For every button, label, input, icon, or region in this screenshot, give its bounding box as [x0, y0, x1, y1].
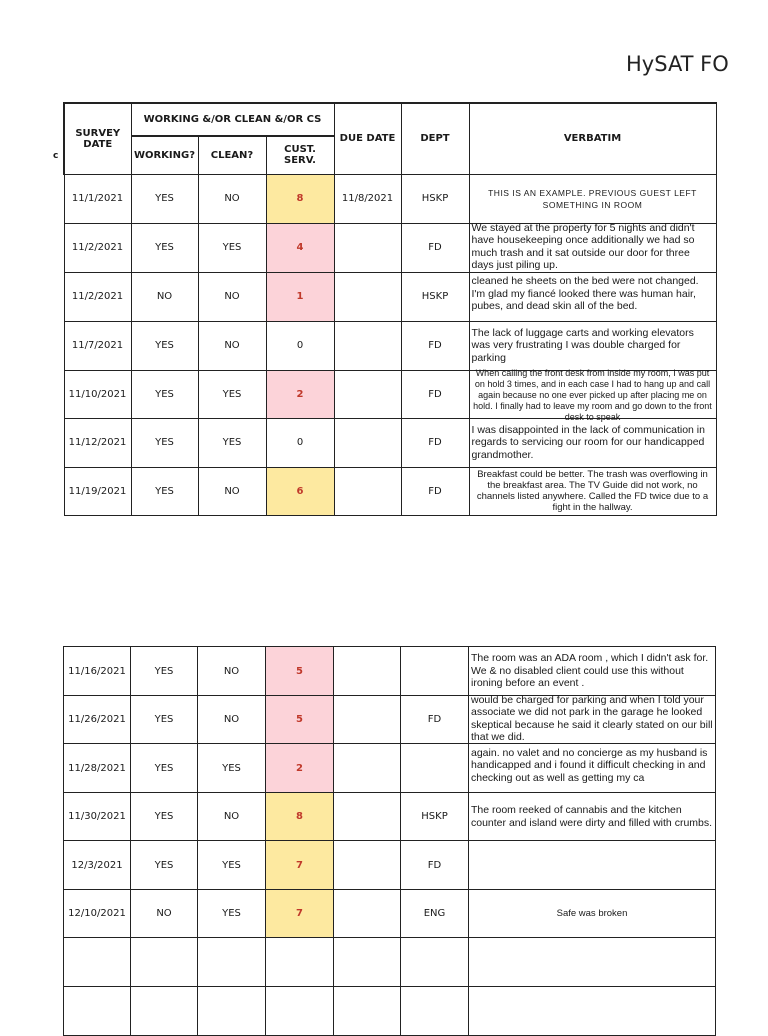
due-date-cell — [334, 890, 401, 938]
due-date-cell — [334, 223, 401, 272]
cust-serv-score-cell: 0 — [266, 418, 334, 467]
survey-date-cell: 11/7/2021 — [64, 321, 131, 370]
cust-serv-score-cell: 6 — [266, 467, 334, 515]
verbatim-cell — [469, 272, 716, 321]
due-date-cell — [334, 744, 401, 793]
cust-serv-score-cell: 4 — [266, 223, 334, 272]
survey-date-cell: 11/28/2021 — [64, 744, 131, 793]
due-date-cell — [334, 938, 401, 987]
survey-table-top — [63, 102, 717, 516]
verbatim-cell — [469, 890, 716, 938]
verbatim-cell — [469, 987, 716, 1036]
due-date-cell — [334, 321, 401, 370]
table-row — [64, 841, 716, 890]
clean-cell: NO — [198, 321, 266, 370]
dept-cell: FD — [401, 321, 469, 370]
verbatim-cell — [469, 938, 716, 987]
cust-serv-score-cell: 7 — [266, 841, 334, 890]
verbatim-text: The lack of luggage carts and working elevators was very frustrating I was double charged for parking — [471, 326, 694, 364]
working-cell: YES — [131, 418, 198, 467]
survey-date-cell: 11/16/2021 — [64, 647, 131, 696]
working-cell — [131, 987, 198, 1036]
verbatim-text: THIS IS AN EXAMPLE. PREVIOUS GUEST LEFT SOMETHING IN ROOM — [488, 187, 697, 210]
clean-cell: YES — [198, 744, 266, 793]
table-row — [64, 744, 716, 793]
cust-serv-score-cell: 2 — [266, 370, 334, 418]
verbatim-text: again. no valet and no concierge as my husband is handicapped and i found it difficult checking in and checking out as well as getting my ca — [471, 746, 708, 784]
verbatim-cell — [469, 321, 716, 370]
due-date-cell — [334, 841, 401, 890]
due-date-cell — [334, 793, 401, 841]
survey-date-cell: 11/10/2021 — [64, 370, 131, 418]
verbatim-text: Safe was broken — [556, 908, 628, 919]
dept-cell: HSKP — [401, 793, 469, 841]
table-row — [64, 467, 716, 515]
verbatim-text: cleaned he sheets on the bed were not changed. I'm glad my fiancé looked there was human hair, pubes, and dead skin all of the bed. — [471, 275, 699, 313]
dept-cell: FD — [401, 370, 469, 418]
verbatim-text: The room reeked of cannabis and the kitchen counter and island were dirty and filled with crumbs. — [471, 804, 713, 829]
table-bottom-body — [64, 647, 716, 1036]
survey-date-cell: 12/3/2021 — [64, 841, 131, 890]
working-cell: YES — [131, 841, 198, 890]
clean-cell: NO — [198, 793, 266, 841]
header-verbatim: VERBATIM — [469, 103, 716, 174]
dept-cell — [401, 987, 469, 1036]
survey-table-bottom — [63, 646, 716, 1036]
working-cell: YES — [131, 793, 198, 841]
verbatim-text: would be charged for parking and when I told your associate we did not park in the garage he looked skeptical because he said it clearly stated on our bill that we did. — [471, 693, 713, 743]
working-cell: YES — [131, 647, 198, 696]
verbatim-text: The room was an ADA room , which I didn't ask for. We & no disabled client could use this without ironing before an event . — [471, 652, 709, 690]
dept-cell — [401, 744, 469, 793]
verbatim-cell — [469, 693, 716, 744]
table-row — [64, 272, 716, 321]
dept-cell: HSKP — [401, 272, 469, 321]
survey-date-cell: 11/1/2021 — [64, 174, 131, 223]
due-date-cell — [334, 418, 401, 467]
verbatim-text: We stayed at the property for 5 nights and didn't have housekeeping once additionally we had so much trash and it sat outside our door for three days just piling up. — [471, 221, 695, 271]
table-row — [64, 696, 716, 744]
verbatim-text: Breakfast could be better. The trash was overflowing in the breakfast area. The TV Guide did not work, no channels listed anywhere. Called the FD twice due to a fight in the hallway. — [476, 469, 709, 513]
survey-date-cell: 12/10/2021 — [64, 890, 131, 938]
verbatim-cell — [469, 223, 716, 272]
cust-serv-score-cell: 0 — [266, 321, 334, 370]
verbatim-cell — [469, 841, 716, 890]
verbatim-cell — [469, 467, 716, 515]
clean-cell: NO — [198, 467, 266, 515]
due-date-cell — [334, 987, 401, 1036]
dept-cell: ENG — [401, 890, 469, 938]
working-cell: YES — [131, 321, 198, 370]
dept-cell — [401, 938, 469, 987]
dept-cell: FD — [401, 841, 469, 890]
header-cust-serv: CUST. SERV. — [266, 136, 334, 174]
cust-serv-score-cell: 5 — [266, 647, 334, 696]
clean-cell: YES — [198, 890, 266, 938]
dept-cell: FD — [401, 418, 469, 467]
table-row — [64, 174, 716, 223]
working-cell: NO — [131, 890, 198, 938]
table-row — [64, 793, 716, 841]
verbatim-text: I was disappointed in the lack of communication in regards to servicing our room for our handicapped grandmother. — [471, 423, 705, 461]
table-row — [64, 938, 716, 987]
survey-date-cell: 11/19/2021 — [64, 467, 131, 515]
table-row — [64, 321, 716, 370]
dept-cell — [401, 647, 469, 696]
verbatim-cell — [469, 647, 716, 696]
verbatim-cell — [469, 793, 716, 841]
survey-date-cell — [64, 938, 131, 987]
header-working: WORKING? — [131, 136, 198, 174]
clean-cell: YES — [198, 418, 266, 467]
table-top-body — [64, 174, 716, 515]
cust-serv-score-cell: 1 — [266, 272, 334, 321]
cust-serv-score-cell — [266, 938, 334, 987]
clean-cell: YES — [198, 841, 266, 890]
cust-serv-score-cell: 8 — [266, 793, 334, 841]
survey-date-cell: 11/30/2021 — [64, 793, 131, 841]
working-cell: YES — [131, 174, 198, 223]
cust-serv-score-cell: 8 — [266, 174, 334, 223]
clean-cell — [198, 938, 266, 987]
working-cell: YES — [131, 223, 198, 272]
header-due-date: DUE DATE — [334, 103, 401, 174]
survey-date-cell: 11/26/2021 — [64, 696, 131, 744]
verbatim-cell — [469, 744, 716, 793]
header-clean: CLEAN? — [198, 136, 266, 174]
working-cell: NO — [131, 272, 198, 321]
working-cell: YES — [131, 370, 198, 418]
clean-cell: NO — [198, 272, 266, 321]
working-cell: YES — [131, 696, 198, 744]
verbatim-cell — [469, 368, 716, 422]
dept-cell: HSKP — [401, 174, 469, 223]
due-date-cell: 11/8/2021 — [334, 174, 401, 223]
dept-cell: FD — [401, 696, 469, 744]
survey-date-cell: 11/2/2021 — [64, 223, 131, 272]
cust-serv-score-cell: 7 — [266, 890, 334, 938]
dept-cell: FD — [401, 467, 469, 515]
document-title: HySAT FO — [626, 52, 729, 76]
working-cell: YES — [131, 744, 198, 793]
clean-cell — [198, 987, 266, 1036]
due-date-cell — [334, 272, 401, 321]
header-group: WORKING &/OR CLEAN &/OR CS — [131, 103, 334, 136]
working-cell: YES — [131, 467, 198, 515]
due-date-cell — [334, 647, 401, 696]
clean-cell: NO — [198, 696, 266, 744]
due-date-cell — [334, 370, 401, 418]
working-cell — [131, 938, 198, 987]
survey-date-cell: 11/2/2021 — [64, 272, 131, 321]
clean-cell: NO — [198, 647, 266, 696]
survey-date-cell: 11/12/2021 — [64, 418, 131, 467]
survey-date-cell — [64, 987, 131, 1036]
dept-cell: FD — [401, 223, 469, 272]
due-date-cell — [334, 696, 401, 744]
cust-serv-score-cell: 5 — [266, 696, 334, 744]
table-row — [64, 647, 716, 696]
clean-cell: NO — [198, 174, 266, 223]
due-date-cell — [334, 467, 401, 515]
table-row — [64, 370, 716, 418]
table-row — [64, 223, 716, 272]
table-row — [64, 418, 716, 467]
table-row — [64, 890, 716, 938]
verbatim-text: When calling the front desk from inside my room, I was put on hold 3 times, and in each case I had to hang up and call again because no one ever picked up after placing me on hold. I finally had to leave my room and go down to the front desk to speak — [473, 368, 712, 422]
header-dept: DEPT — [401, 103, 469, 174]
cust-serv-score-cell — [266, 987, 334, 1036]
row-marker: c — [53, 151, 59, 161]
clean-cell: YES — [198, 223, 266, 272]
table-row — [64, 987, 716, 1036]
verbatim-cell — [469, 174, 716, 223]
clean-cell: YES — [198, 370, 266, 418]
cust-serv-score-cell: 2 — [266, 744, 334, 793]
header-survey-date: SURVEY DATE — [64, 103, 131, 174]
verbatim-cell — [469, 418, 716, 467]
